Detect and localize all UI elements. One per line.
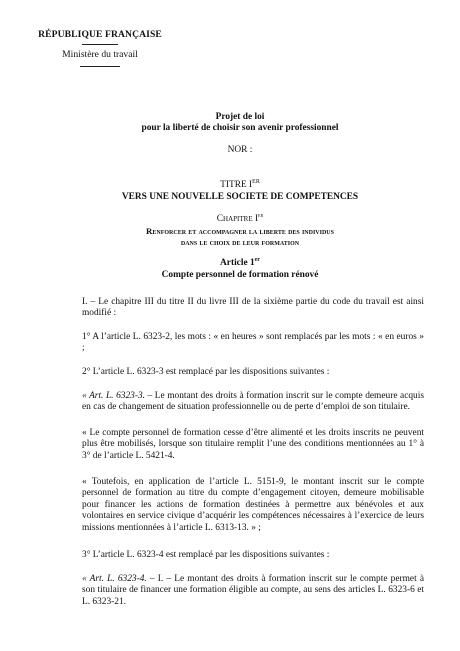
article-heading: Compte personnel de formation rénové bbox=[161, 270, 319, 280]
article-ref-l6323-3: « Art. L. 6323-3. bbox=[82, 391, 145, 401]
paragraph-1-text: I. – Le chapitre III du titre II du livre III de la sixième partie du code du travail est ainsi modifié : bbox=[82, 297, 424, 319]
article-label bbox=[60, 258, 420, 269]
paragraph-3-text: 2° L’article L. 6323-3 est remplacé par les dispositions suivantes : bbox=[82, 367, 330, 377]
nor-reference: NOR : bbox=[227, 145, 253, 155]
paragraph-7-text: 3° L’article L. 6323-4 est remplacé par les dispositions suivantes : bbox=[82, 550, 330, 560]
paragraph-4 bbox=[60, 391, 424, 414]
titre-label-text: TITRE I bbox=[220, 180, 253, 190]
paragraph-8-body: – I. – Le montant des droits à formation inscrit sur le compte permet à son titulaire de financer une formation éligible au compte, au sens des articles L. 6323-6 et L. 6323-21. bbox=[82, 574, 424, 607]
article-label-text: Article 1 bbox=[220, 258, 255, 268]
paragraph-8-text bbox=[60, 574, 424, 608]
paragraph-6 bbox=[60, 477, 424, 534]
paragraph-2-text: 1° A l’article L. 6323-2, les mots : « en heures » sont remplacés par les mots : « en euros » ; bbox=[82, 332, 424, 354]
chapitre-label bbox=[60, 214, 420, 225]
chapitre-label-text: Chapitre I bbox=[216, 214, 259, 224]
chapitre-heading-line1: Renforcer et accompagner la liberte des individus bbox=[146, 226, 334, 236]
paragraph-4-body: – Le montant des droits à formation inscrit sur le compte demeure acquis en cas de changement de situation professionnelle ou de perte d’emploi de son titulaire. bbox=[82, 391, 424, 413]
paragraph-6-text: « Toutefois, en application de l’article L. 5151-9, le montant inscrit sur le compte personnel de formation au titre du compte d’engagement citoyen, demeure mobilisable pour financer les actions de formation destinées à permettre aux bénévoles et aux volontaires en service civique d’acquérir les compétences nécessaires à l’exercice de leurs missions mentionnées à l’article L. 6313-13. » ; bbox=[82, 477, 424, 533]
republic-heading: RÉPUBLIQUE FRANÇAISE bbox=[38, 29, 162, 40]
article-ref-l6323-4: « Art. L. 6323-4. bbox=[82, 574, 147, 584]
paragraph-5-text: « Le compte personnel de formation cesse d’être alimenté et les droits inscrits ne peuvent plus être mobilisés, lorsque son titulaire remplit l’une des conditions mentionnées au 1° à 3° de l’article L. 5421-4. bbox=[82, 428, 424, 461]
paragraph-5 bbox=[60, 428, 424, 462]
paragraph-3 bbox=[60, 367, 424, 378]
ministry-underline bbox=[80, 66, 120, 67]
paragraph-7 bbox=[60, 550, 424, 561]
article-label-sup: er bbox=[254, 256, 260, 263]
titre-heading: VERS UNE NOUVELLE SOCIETE DE COMPETENCES bbox=[121, 192, 359, 202]
bill-title-line1: Projet de loi bbox=[215, 112, 265, 122]
paragraph-2 bbox=[60, 332, 424, 355]
chapitre-heading-line2: dans le choix de leur formation bbox=[180, 237, 300, 247]
titre-label-sup: ER bbox=[252, 178, 260, 185]
paragraph-1 bbox=[60, 297, 424, 320]
ministry-name: Ministère du travail bbox=[62, 49, 138, 60]
paragraph-8 bbox=[60, 574, 424, 608]
paragraph-4-text bbox=[60, 391, 424, 414]
bill-title-line2: pour la liberté de choisir son avenir professionnel bbox=[141, 123, 339, 133]
titre-label bbox=[60, 180, 420, 191]
republic-underline bbox=[82, 44, 118, 45]
chapitre-label-sup: er bbox=[258, 212, 264, 219]
